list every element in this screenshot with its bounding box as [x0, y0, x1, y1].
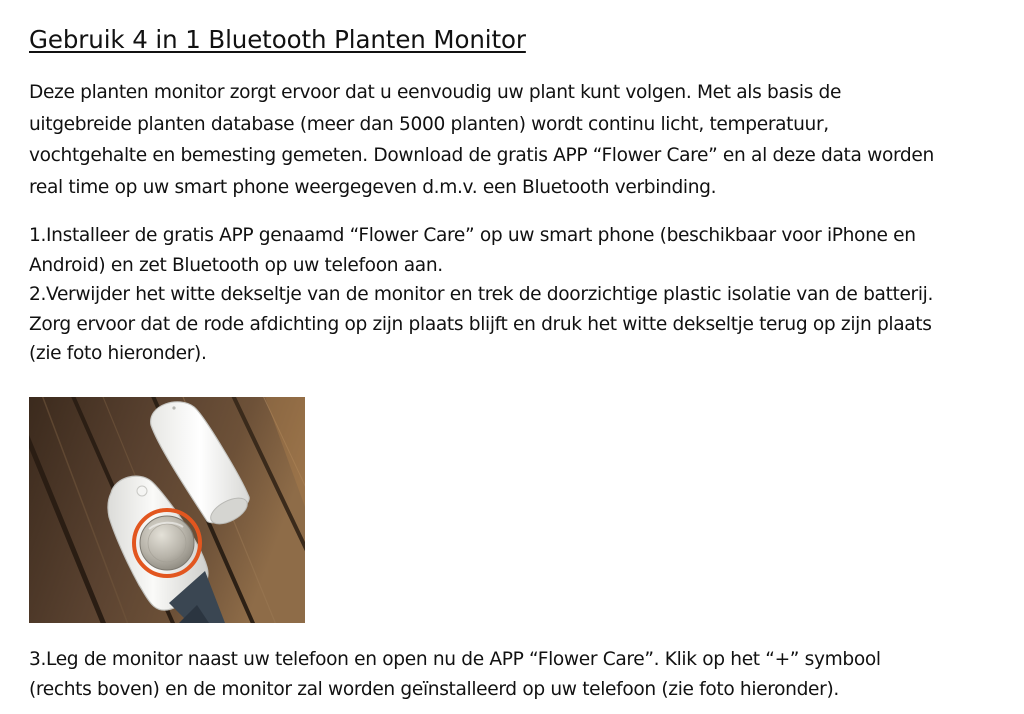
battery [134, 510, 200, 576]
step3-line: 3.Leg de monitor naast uw telefoon en open nu de APP “Flower Care”. Klik op het “+” symbool [29, 649, 881, 670]
monitor-battery-photo [29, 397, 305, 623]
step3-line: (rechts boven) en de monitor zal worden geïnstalleerd op uw telefoon (zie foto hieronder). [29, 679, 839, 700]
step3-paragraph [29, 645, 881, 705]
steps-paragraph [29, 221, 933, 369]
step-line: 2.Verwijder het witte dekseltje van de monitor en trek de doorzichtige plastic isolatie van de batterij. [29, 284, 934, 305]
document-page [29, 0, 1014, 714]
intro-line: uitgebreide planten database (meer dan 5000 planten) wordt continu licht, temperatuur, [29, 113, 829, 135]
step-line: (zie foto hieronder). [29, 343, 207, 364]
intro-line: Deze planten monitor zorgt ervoor dat u eenvoudig uw plant kunt volgen. Met als basis de [29, 82, 842, 103]
page-title: Gebruik 4 in 1 Bluetooth Planten Monitor [29, 25, 526, 54]
step-line: Android) en zet Bluetooth op uw telefoon aan. [29, 254, 443, 276]
intro-paragraph [29, 77, 934, 203]
step-line: Zorg ervoor dat de rode afdichting op zijn plaats blijft en druk het witte dekseltje terug op zijn plaats [29, 313, 932, 335]
step-line: 1.Installeer de gratis APP genaamd “Flower Care” op uw smart phone (beschikbaar voor iPhone en [29, 225, 916, 246]
intro-line: real time op uw smart phone weergegeven d.m.v. een Bluetooth verbinding. [29, 176, 717, 198]
intro-line: vochtgehalte en bemesting gemeten. Download de gratis APP “Flower Care” en al deze data worden [29, 145, 934, 166]
